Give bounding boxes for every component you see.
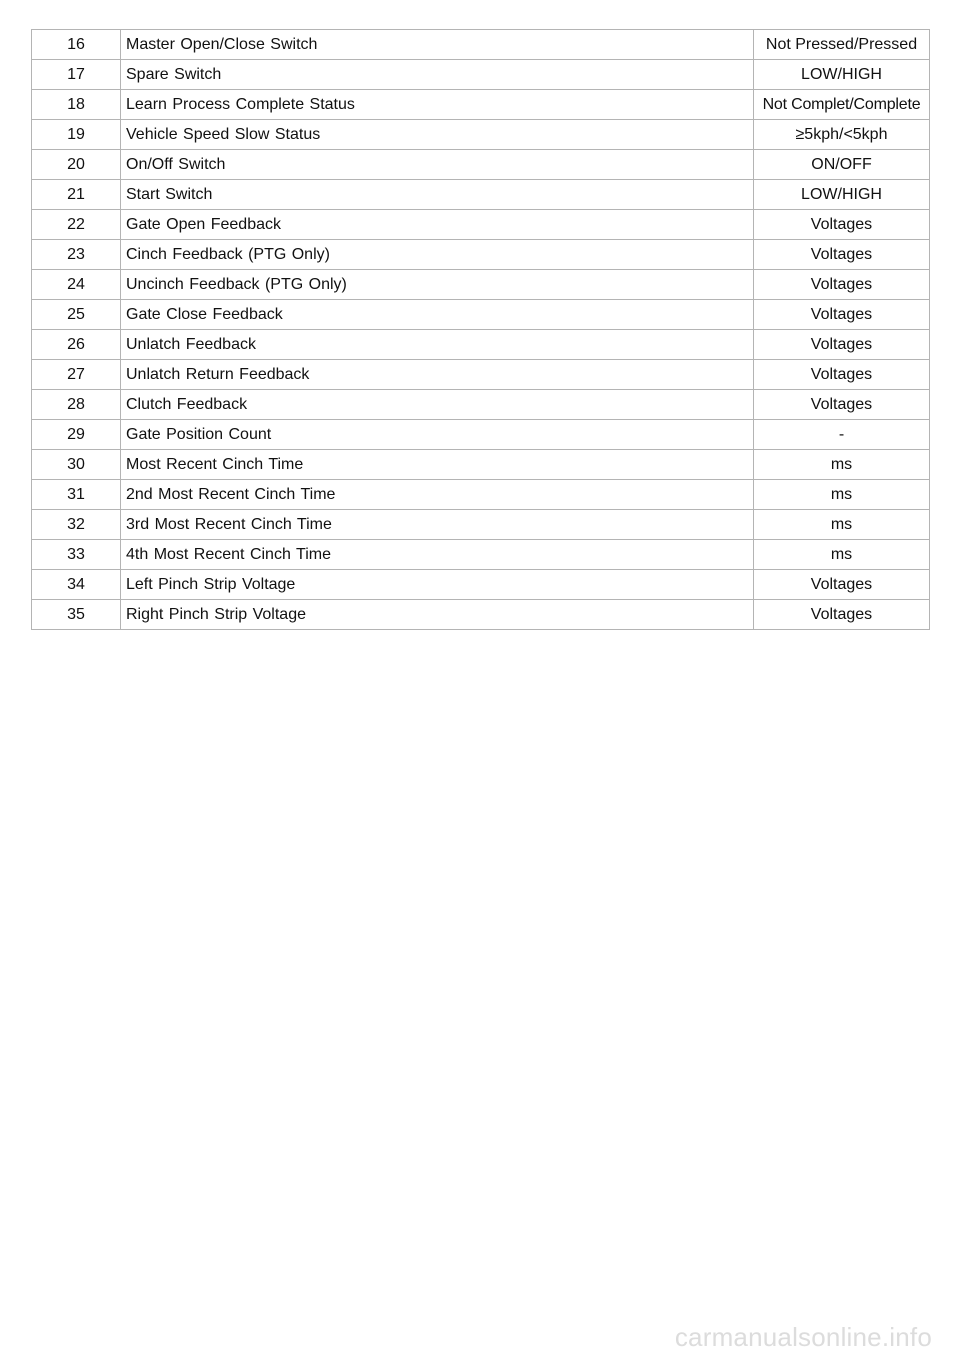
- row-number: 18: [32, 90, 121, 120]
- row-unit: Voltages: [754, 300, 930, 330]
- row-description: 4th Most Recent Cinch Time: [121, 540, 754, 570]
- row-unit: Not Pressed/Pressed: [754, 30, 930, 60]
- row-unit: ms: [754, 480, 930, 510]
- row-unit: ≥5kph/<5kph: [754, 120, 930, 150]
- parameter-table-body: [32, 30, 930, 630]
- row-number: 34: [32, 570, 121, 600]
- table-row: [32, 540, 930, 570]
- table-row: [32, 210, 930, 240]
- row-number: 24: [32, 270, 121, 300]
- row-description: On/Off Switch: [121, 150, 754, 180]
- row-unit: Voltages: [754, 270, 930, 300]
- table-row: [32, 480, 930, 510]
- table-row: [32, 150, 930, 180]
- row-number: 28: [32, 390, 121, 420]
- table-row: [32, 360, 930, 390]
- table-row: [32, 390, 930, 420]
- row-description: Gate Open Feedback: [121, 210, 754, 240]
- row-number: 35: [32, 600, 121, 630]
- row-description: Cinch Feedback (PTG Only): [121, 240, 754, 270]
- table-row: [32, 60, 930, 90]
- row-description: Master Open/Close Switch: [121, 30, 754, 60]
- row-description: Start Switch: [121, 180, 754, 210]
- row-unit: Voltages: [754, 240, 930, 270]
- row-number: 23: [32, 240, 121, 270]
- row-unit: ms: [754, 450, 930, 480]
- row-description: Most Recent Cinch Time: [121, 450, 754, 480]
- row-number: 20: [32, 150, 121, 180]
- row-unit: Voltages: [754, 570, 930, 600]
- row-number: 30: [32, 450, 121, 480]
- row-number: 32: [32, 510, 121, 540]
- row-unit: -: [754, 420, 930, 450]
- row-unit: LOW/HIGH: [754, 60, 930, 90]
- row-description: Right Pinch Strip Voltage: [121, 600, 754, 630]
- table-row: [32, 570, 930, 600]
- row-unit: ON/OFF: [754, 150, 930, 180]
- row-unit: ms: [754, 510, 930, 540]
- row-unit: Voltages: [754, 360, 930, 390]
- row-number: 16: [32, 30, 121, 60]
- row-number: 26: [32, 330, 121, 360]
- row-unit: Voltages: [754, 390, 930, 420]
- parameter-table: [31, 29, 930, 630]
- row-number: 22: [32, 210, 121, 240]
- row-number: 25: [32, 300, 121, 330]
- row-description: Uncinch Feedback (PTG Only): [121, 270, 754, 300]
- table-row: [32, 510, 930, 540]
- row-unit: ms: [754, 540, 930, 570]
- table-row: [32, 90, 930, 120]
- table-row: [32, 330, 930, 360]
- row-unit: LOW/HIGH: [754, 180, 930, 210]
- row-description: Vehicle Speed Slow Status: [121, 120, 754, 150]
- row-unit: Voltages: [754, 330, 930, 360]
- watermark: carmanualsonline.info: [674, 1322, 932, 1352]
- row-description: Left Pinch Strip Voltage: [121, 570, 754, 600]
- table-row: [32, 120, 930, 150]
- row-number: 29: [32, 420, 121, 450]
- row-description: Gate Position Count: [121, 420, 754, 450]
- row-number: 17: [32, 60, 121, 90]
- table-row: [32, 270, 930, 300]
- row-unit: Not Complet/Complete: [754, 90, 930, 120]
- row-number: 19: [32, 120, 121, 150]
- table-row: [32, 180, 930, 210]
- row-number: 31: [32, 480, 121, 510]
- row-description: Unlatch Feedback: [121, 330, 754, 360]
- parameter-table-container: [31, 29, 930, 630]
- row-description: 3rd Most Recent Cinch Time: [121, 510, 754, 540]
- row-description: Learn Process Complete Status: [121, 90, 754, 120]
- row-description: 2nd Most Recent Cinch Time: [121, 480, 754, 510]
- row-number: 21: [32, 180, 121, 210]
- row-description: Clutch Feedback: [121, 390, 754, 420]
- row-description: Unlatch Return Feedback: [121, 360, 754, 390]
- row-unit: Voltages: [754, 600, 930, 630]
- table-row: [32, 300, 930, 330]
- table-row: [32, 420, 930, 450]
- row-number: 33: [32, 540, 121, 570]
- table-row: [32, 240, 930, 270]
- table-row: [32, 450, 930, 480]
- row-description: Gate Close Feedback: [121, 300, 754, 330]
- row-description: Spare Switch: [121, 60, 754, 90]
- table-row: [32, 600, 930, 630]
- row-number: 27: [32, 360, 121, 390]
- row-unit: Voltages: [754, 210, 930, 240]
- table-row: [32, 30, 930, 60]
